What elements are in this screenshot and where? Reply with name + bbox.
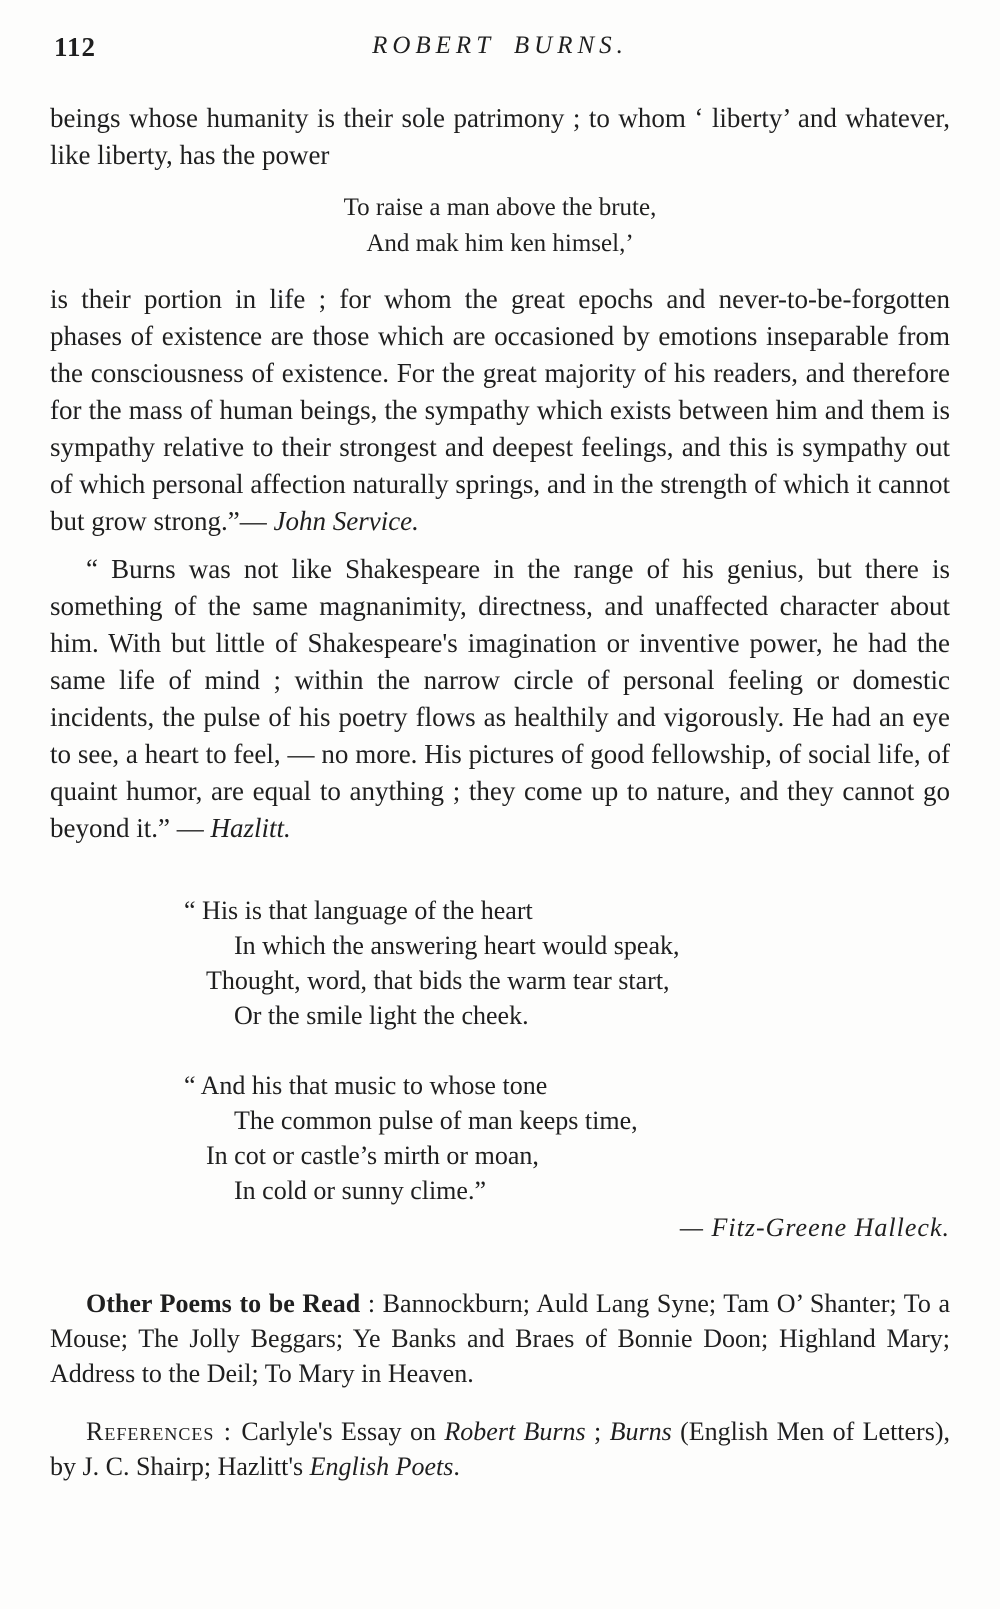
poem-line: In cold or sunny clime.”	[234, 1176, 486, 1205]
service-quote-text: is their portion in life ; for whom the great epochs and never-to-be-forgotten phases of existence are those which are occasioned by emotions inseparable from the consciousness of existence. For the great majority of his readers, and therefore for the mass of human beings, the sympathy which exists between him and them is sympathy relative to their strongest and deepest feelings, and this is sympathy out of which personal affection naturally springs, and in the strength of which it cannot but grow strong.”—	[50, 284, 950, 536]
other-poems-list: : Bannockburn; Auld Lang Syne; Tam O’ Shanter; To a Mouse; The Jolly Beggars; Ye Banks and Braes of Bonnie Doon; Highland Mary; Address to the Deil; To Mary in Heaven.	[50, 1289, 950, 1388]
references-text: (English Men of Letters), by J. C. Shairp; Hazlitt's	[50, 1417, 950, 1481]
page-header	[50, 26, 950, 66]
verse-quote	[50, 190, 950, 262]
running-head: ROBERT BURNS.	[372, 32, 628, 59]
references-italic-title: Robert Burns	[444, 1417, 586, 1446]
verse-line: And mak him ken himsel,’	[366, 230, 634, 257]
service-attribution: John Service.	[273, 506, 419, 536]
other-poems-label: Other Poems to be Read	[86, 1289, 361, 1318]
hazlitt-attribution: Hazlitt.	[210, 813, 291, 843]
poem-line: In which the answering heart would speak,	[234, 931, 680, 960]
halleck-stanza-1	[184, 893, 950, 1033]
references-text: Carlyle's Essay on	[241, 1417, 445, 1446]
references-paragraph	[50, 1414, 950, 1484]
poem-line: “ His is that language of the heart	[184, 896, 533, 925]
verse-line: To raise a man above the brute,	[343, 194, 657, 221]
poem-line: Or the smile light the cheek.	[234, 1001, 529, 1030]
references-italic-title: English Poets	[309, 1452, 454, 1481]
poem-line: The common pulse of man keeps time,	[234, 1106, 638, 1135]
opening-paragraph	[50, 100, 950, 174]
poem-line: “ And his that music to whose tone	[184, 1071, 548, 1100]
hazlitt-quote-text: “ Burns was not like Shakespeare in the range of his genius, but there is something of the same magnanimity, directness, and unaffected character about him. With but little of Shakespeare's imagination or inventive power, he had the same life of mind ; within the narrow circle of personal feeling or domestic incidents, the pulse of his poetry flows as healthily and vigorously. He had an eye to see, a heart to feel, — no more. His pictures of good fellowship, of social life, of quaint humor, are equal to anything ; they come up to nature, and they cannot go beyond it.” —	[50, 554, 950, 843]
service-quote-paragraph	[50, 281, 950, 540]
references-text: .	[453, 1452, 460, 1481]
poem-attribution: — Fitz-Greene Halleck.	[679, 1213, 950, 1242]
other-poems-paragraph	[50, 1286, 950, 1391]
hazlitt-quote-paragraph	[50, 551, 950, 847]
poem-line: Thought, word, that bids the warm tear start,	[206, 966, 670, 995]
page-number: 112	[54, 32, 97, 62]
opening-paragraph-text: beings whose humanity is their sole patrimony ; to whom ‘ liberty’ and whatever, like liberty, has the power	[50, 103, 950, 170]
references-text: ;	[585, 1417, 610, 1446]
halleck-stanza-2	[184, 1068, 950, 1208]
references-italic-title: Burns	[609, 1417, 672, 1446]
poem-line: In cot or castle’s mirth or moan,	[206, 1141, 539, 1170]
references-label: References :	[86, 1417, 242, 1446]
